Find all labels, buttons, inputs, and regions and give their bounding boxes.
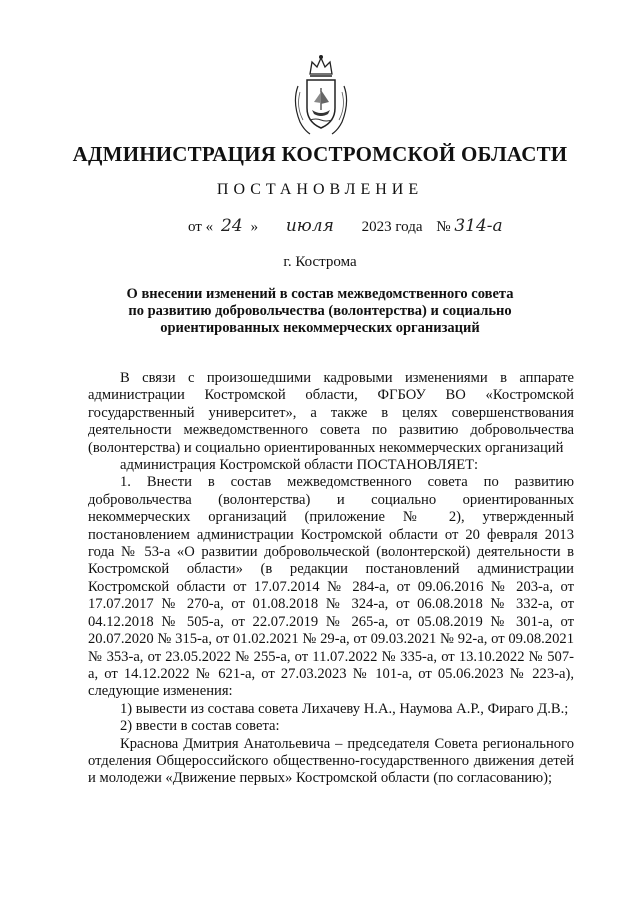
number-prefix: № (436, 219, 451, 235)
subject-line: О внесении изменений в состав межведомственного совета (126, 286, 514, 302)
document-body (88, 370, 574, 788)
preamble-paragraph: В связи с произошедшими кадровыми изменениями в аппарате администрации Костромской области, ФГБОУ ВО «Костромской государственный университет», а также в целях совершенствования деятельности межведомственного совета по развитию добровольчества (волонтерства) и социально ориентированных некоммерческих организаций (88, 370, 574, 456)
city: г. Кострома (283, 254, 357, 270)
document-type: ПОСТАНОВЛЕНИЕ (216, 181, 424, 198)
document-number: 314-а (454, 216, 503, 236)
date-prefix: от « (188, 219, 214, 235)
date-day: 24 (221, 216, 243, 236)
item-1-1-paragraph: 1) вывести из состава совета Лихачеву Н.А., Наумова А.Р., Фираго Д.В.; (120, 700, 569, 717)
date-suffix: » (250, 219, 259, 235)
person-paragraph: Краснова Дмитрия Анатольевича – председателя Совета регионального отделения Общероссийского общественно-государственного движения детей и молодежи «Движение первых» Костромской области (по согласованию); (88, 735, 574, 787)
date-line (188, 216, 503, 236)
subject-line: ориентированных некоммерческих организаций (160, 320, 480, 336)
date-year: 2023 года (361, 219, 423, 235)
date-month: июля (285, 216, 334, 236)
organization-title: АДМИНИСТРАЦИЯ КОСТРОМСКОЙ ОБЛАСТИ (72, 142, 568, 166)
item-1-paragraph: 1. Внести в состав межведомственного совета по развитию добровольчества (волонтерства) и социально ориентированных некоммерческих организаций (приложение № 2), утвержденный постановлением администрации Костромской области от 20 февраля 2013 года № 53-а «О развитии добровольческой (волонтерской) деятельности в Костромской области» (в редакции постановлений администрации Костромской области от 17.07.2014 № 284-а, от 09.06.2016 № 203-а, от 17.07.2017 № 270-а, от 01.08.2018 № 324-а, от 06.08.2018 № 332-а, от 04.12.2018 № 505-а, от 22.07.2019 № 265-а, от 05.08.2019 № 301-а, от 20.07.2020 № 315-а, от 01.02.2021 № 29-а, от 09.03.2021 № 92-а, от 09.08.2021 № 353-а, от 23.05.2022 № 255-а, от 11.07.2022 № 335-а, от 13.10.2022 № 507-а, от 14.12.2022 № 621-а, от 27.03.2023 № 101-а, от 05.06.2023 № 223-а), следующие изменения: (88, 474, 574, 700)
subject-line: по развитию добровольчества (волонтерства) и социально (128, 303, 512, 319)
coat-of-arms-icon (288, 52, 354, 138)
resolves-paragraph: администрация Костромской области ПОСТАНОВЛЯЕТ: (120, 457, 479, 474)
item-1-2-paragraph: 2) ввести в состав совета: (120, 718, 280, 735)
document-subject (100, 286, 540, 337)
